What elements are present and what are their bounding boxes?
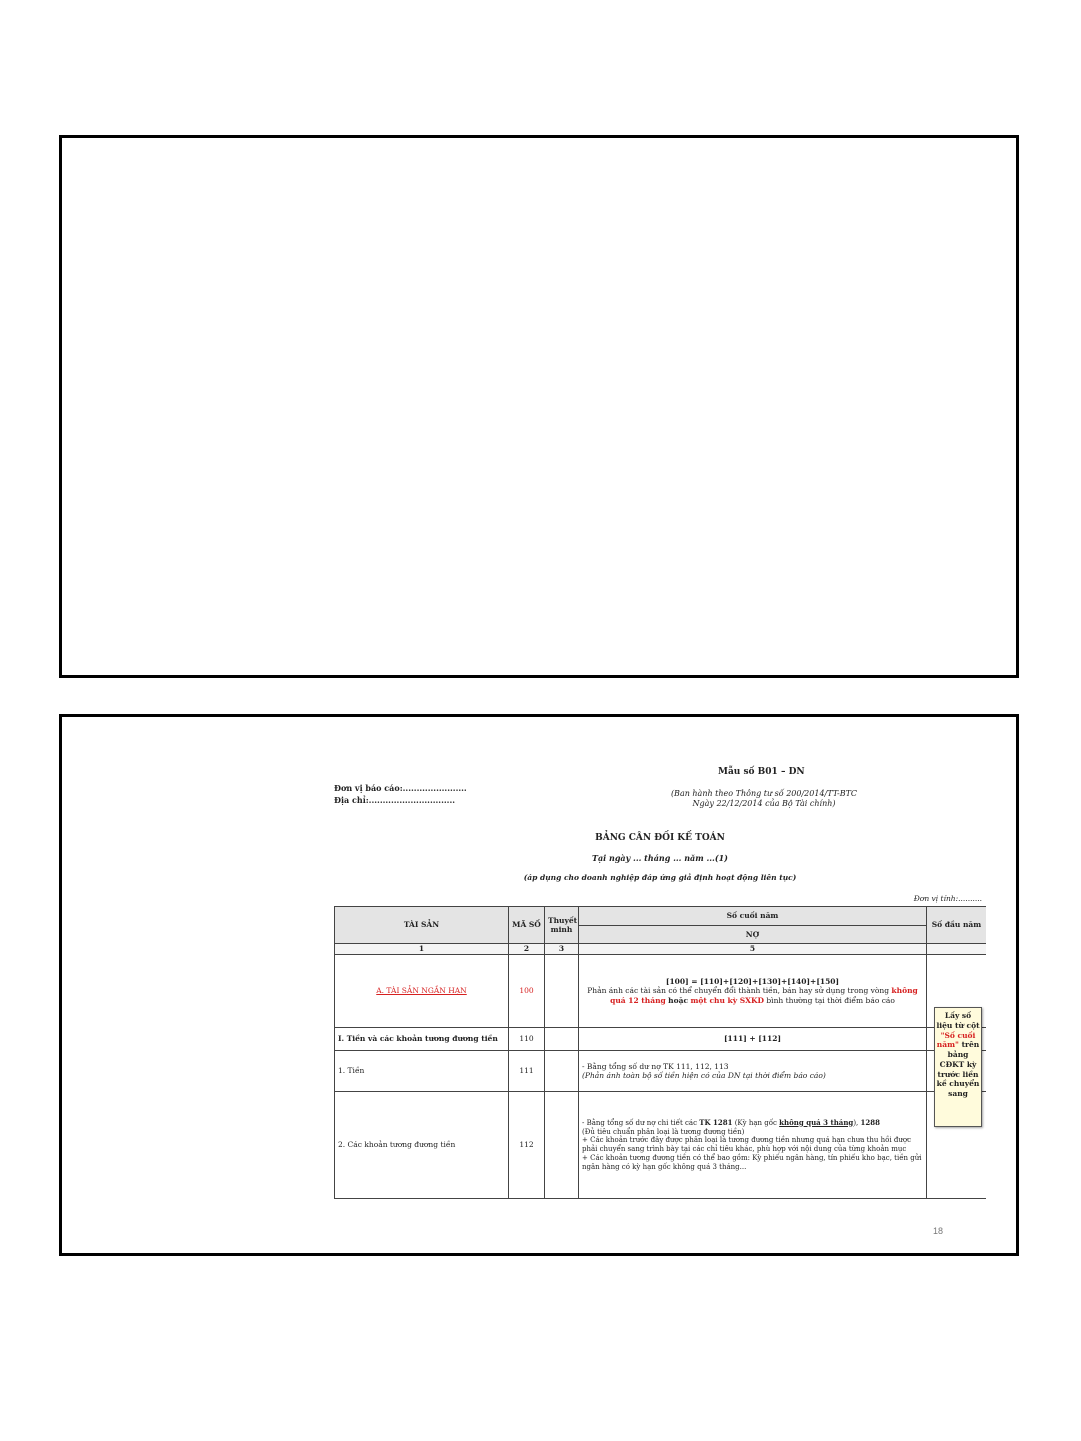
row-asset: A. TÀI SẢN NGẮN HẠN	[335, 955, 509, 1028]
col-number	[927, 944, 987, 955]
header-ending-balance: Số cuối năm	[579, 907, 927, 926]
row-code: 112	[509, 1092, 545, 1199]
unit-label: Đơn vị tính:..........	[913, 894, 982, 903]
col-number: 2	[509, 944, 545, 955]
row-asset: I. Tiền và các khoản tương đương tiền	[335, 1028, 509, 1051]
header-beginning-balance: Số đầu năm	[927, 907, 987, 944]
issuance-line-1: (Ban hành theo Thông tư số 200/2014/TT-BTC	[670, 789, 858, 798]
form-date-line: Tại ngày ... tháng ... năm ...(1)	[592, 853, 728, 863]
slide-number: 18	[932, 1226, 943, 1236]
applicability-note: (áp dụng cho doanh nghiệp đáp ứng giả định hoạt động liên tục)	[523, 873, 797, 882]
form-code: Mẫu số B01 – DN	[718, 767, 805, 777]
row-description	[579, 955, 927, 1028]
desc-text: - Bằng tổng số dư nợ chi tiết các	[582, 1118, 697, 1127]
row-code: 111	[509, 1051, 545, 1092]
header-asset: TÀI SẢN	[335, 907, 509, 944]
note-highlight: "Số cuối năm"	[936, 1030, 976, 1050]
desc-highlight: một chu kỳ SXKD	[690, 995, 764, 1005]
desc-text: Phản ánh các tài sản có thể chuyển đổi thành tiền, bán hay sử dụng trong vòng	[587, 986, 890, 996]
balance-sheet-table	[334, 906, 986, 1199]
row-code: 100	[509, 955, 545, 1028]
header-debit: NỢ	[579, 925, 927, 944]
desc-text: ),	[853, 1118, 859, 1127]
table-row	[335, 1051, 987, 1092]
form-title: BẢNG CÂN ĐỐI KẾ TOÁN	[595, 833, 725, 843]
row-description	[579, 1092, 927, 1199]
desc-line: (Đủ tiêu chuẩn phân loại là tương đương tiền)	[582, 1127, 745, 1136]
desc-line: + Các khoản tương đương tiền có thể bao gồm: Kỳ phiếu ngân hàng, tín phiếu kho bạc, tiền gửi ngân hàng có kỳ hạn gốc không quá 3 tháng...	[582, 1153, 922, 1171]
col-number: 1	[335, 944, 509, 955]
col-number: 5	[579, 944, 927, 955]
note-text: trên bảng CĐKT kỳ trước liền kề chuyển sang	[936, 1040, 980, 1098]
row-description	[579, 1051, 927, 1092]
row-note	[545, 955, 579, 1028]
desc-line	[582, 1119, 923, 1128]
note-callout	[934, 1007, 982, 1127]
desc-line: + Các khoản trước đây được phân loại là tương đương tiền nhưng quá hạn chưa thu hồi được phải chuyển sang trình bày tại các chỉ tiêu khác, phù hợp với nội dung của từng khoản mục	[582, 1136, 912, 1153]
row-desc	[582, 986, 923, 1005]
row-asset: 1. Tiền	[335, 1051, 509, 1092]
table-row	[335, 1092, 987, 1199]
note-text: Lấy số liệu từ cột	[936, 1011, 980, 1030]
issuance-note	[664, 789, 864, 809]
reporting-unit: Đơn vị báo cáo:.......................	[334, 783, 467, 793]
row-asset: 2. Các khoản tương đương tiền	[335, 1092, 509, 1199]
desc-text: bình thường tại thời điểm báo cáo	[766, 995, 895, 1005]
balance-sheet-form	[334, 759, 986, 1207]
table-row	[335, 955, 987, 1028]
row-note	[545, 1028, 579, 1051]
header-code: MÃ SỐ	[509, 907, 545, 944]
desc-account: TK 1281	[699, 1117, 733, 1127]
desc-text: (Kỳ hạn gốc	[734, 1118, 777, 1127]
desc-text: hoặc	[668, 995, 689, 1005]
row-note	[545, 1051, 579, 1092]
row-formula: [111] + [112]	[579, 1028, 927, 1051]
header-note: Thuyết minh	[545, 907, 579, 944]
desc-highlight: không quá 3 tháng	[779, 1117, 854, 1127]
balance-sheet-slide	[59, 714, 1019, 1256]
column-number-row	[335, 944, 987, 955]
col-number: 3	[545, 944, 579, 955]
address: Địa chỉ:...............................	[334, 795, 456, 805]
desc-line: - Bằng tổng số dư nợ TK 111, 112, 113	[582, 1061, 729, 1071]
blank-slide	[59, 135, 1019, 678]
desc-account: 1288	[860, 1117, 880, 1127]
issuance-line-2: Ngày 22/12/2014 của Bộ Tài chính)	[692, 799, 836, 808]
row-note	[545, 1092, 579, 1199]
row-formula: [100] = [110]+[120]+[130]+[140]+[150]	[665, 976, 840, 986]
row-code: 110	[509, 1028, 545, 1051]
desc-highlight: không quá 12 tháng	[610, 986, 918, 1005]
org-info	[334, 783, 467, 807]
table-row	[335, 1028, 987, 1051]
desc-line: (Phản ánh toàn bộ số tiền hiện có của DN tại thời điểm báo cáo)	[582, 1071, 826, 1080]
